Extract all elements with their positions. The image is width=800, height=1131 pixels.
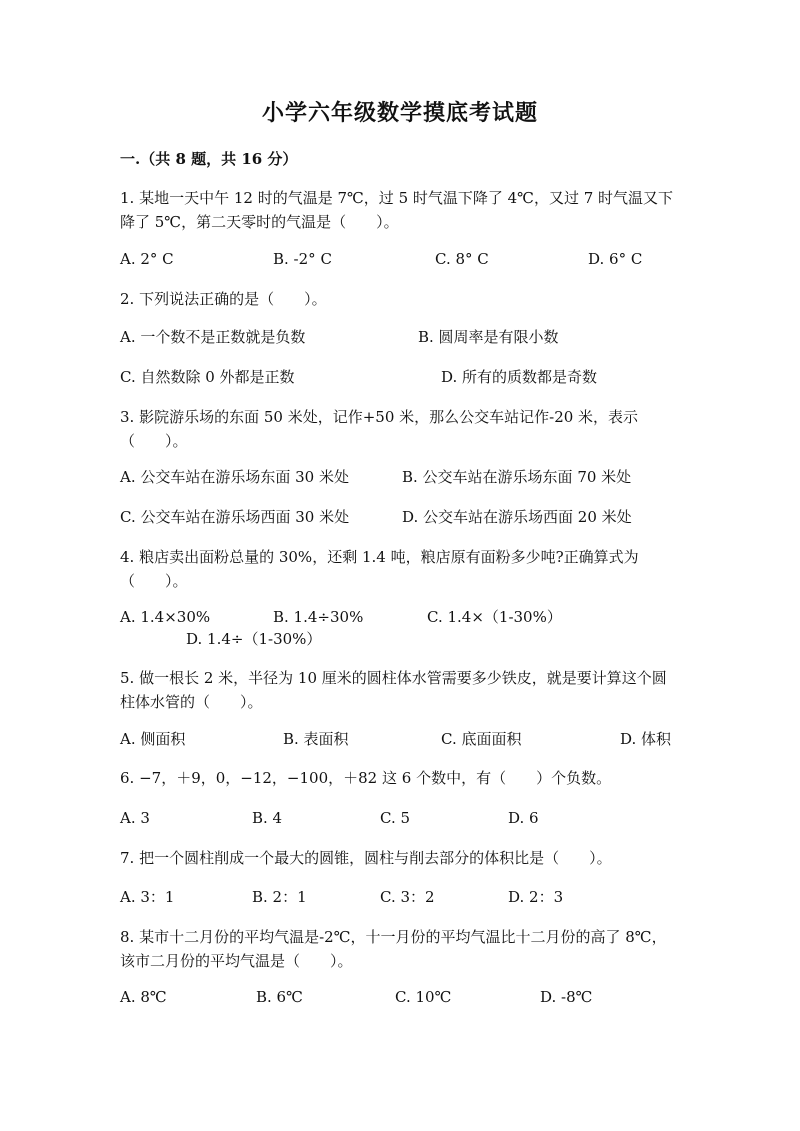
- q1-option-b: B. -2° C: [273, 250, 332, 268]
- q5-option-c: C. 底面面积: [441, 730, 522, 748]
- q7-option-b: B. 2：1: [252, 888, 307, 906]
- q1-option-c: C. 8° C: [435, 250, 489, 268]
- question-7-stem: 7. 把一个圆柱削成一个最大的圆锥，圆柱与削去部分的体积比是（ ）。: [120, 849, 612, 867]
- q4-option-d: D. 1.4÷（1-30%）: [186, 630, 322, 648]
- q6-option-b: B. 4: [252, 809, 283, 827]
- q6-option-c: C. 5: [380, 809, 411, 827]
- question-3-stem: 3. 影院游乐场的东面 50 米处，记作+50 米，那么公交车站记作-20 米，表示（ ）。: [120, 408, 639, 450]
- q5-option-d: D. 体积: [620, 730, 672, 748]
- q4-option-b: B. 1.4÷30%: [273, 608, 364, 626]
- question-8-stem: 8. 某市十二月份的平均气温是-2℃，十一月份的平均气温比十二月份的高了 8℃，该市二月份的平均气温是（ ）。: [120, 928, 667, 970]
- q5-option-a: A. 侧面积: [120, 730, 186, 748]
- section-heading: 一.（共 8 题，共 16 分）: [120, 150, 298, 168]
- q8-option-d: D. -8℃: [540, 988, 593, 1006]
- q4-option-a: A. 1.4×30%: [120, 608, 211, 626]
- question-2-stem: 2. 下列说法正确的是（ ）。: [120, 290, 327, 308]
- q7-option-a: A. 3：1: [120, 888, 175, 906]
- q4-option-c: C. 1.4×（1-30%）: [427, 608, 562, 626]
- q7-option-d: D. 2：3: [508, 888, 564, 906]
- q6-option-a: A. 3: [120, 809, 150, 827]
- q3-option-c: C. 公交车站在游乐场西面 30 米处: [120, 508, 350, 526]
- q2-option-b: B. 圆周率是有限小数: [418, 328, 559, 346]
- question-1-stem: 1. 某地一天中午 12 时的气温是 7℃，过 5 时气温下降了 4℃，又过 7 时气温又下降了 5℃，第二天零时的气温是（ ）。: [120, 189, 674, 231]
- q2-option-a: A. 一个数不是正数就是负数: [120, 328, 306, 346]
- q2-option-c: C. 自然数除 0 外都是正数: [120, 368, 295, 386]
- exam-title: 小学六年级数学摸底考试题: [261, 100, 538, 126]
- question-6-stem: 6. −7，＋9，0，−12，−100，＋82 这 6 个数中，有（ ）个负数。: [120, 769, 612, 787]
- q6-option-d: D. 6: [508, 809, 539, 827]
- q8-option-c: C. 10℃: [395, 988, 452, 1006]
- q3-option-b: B. 公交车站在游乐场东面 70 米处: [402, 468, 632, 486]
- q1-option-d: D. 6° C: [588, 250, 643, 268]
- q8-option-b: B. 6℃: [256, 988, 303, 1006]
- question-5-stem: 5. 做一根长 2 米，半径为 10 厘米的圆柱体水管需要多少铁皮，就是要计算这个圆柱体水管的（ ）。: [120, 669, 667, 711]
- q5-option-b: B. 表面积: [283, 730, 349, 748]
- q7-option-c: C. 3：2: [380, 888, 435, 906]
- q8-option-a: A. 8℃: [120, 988, 167, 1006]
- q1-option-a: A. 2° C: [120, 250, 174, 268]
- question-4-stem: 4. 粮店卖出面粉总量的 30%，还剩 1.4 吨，粮店原有面粉多少吨?正确算式为（ ）。: [120, 548, 639, 590]
- q3-option-a: A. 公交车站在游乐场东面 30 米处: [120, 468, 349, 486]
- q3-option-d: D. 公交车站在游乐场西面 20 米处: [402, 508, 632, 526]
- q2-option-d: D. 所有的质数都是奇数: [441, 368, 598, 386]
